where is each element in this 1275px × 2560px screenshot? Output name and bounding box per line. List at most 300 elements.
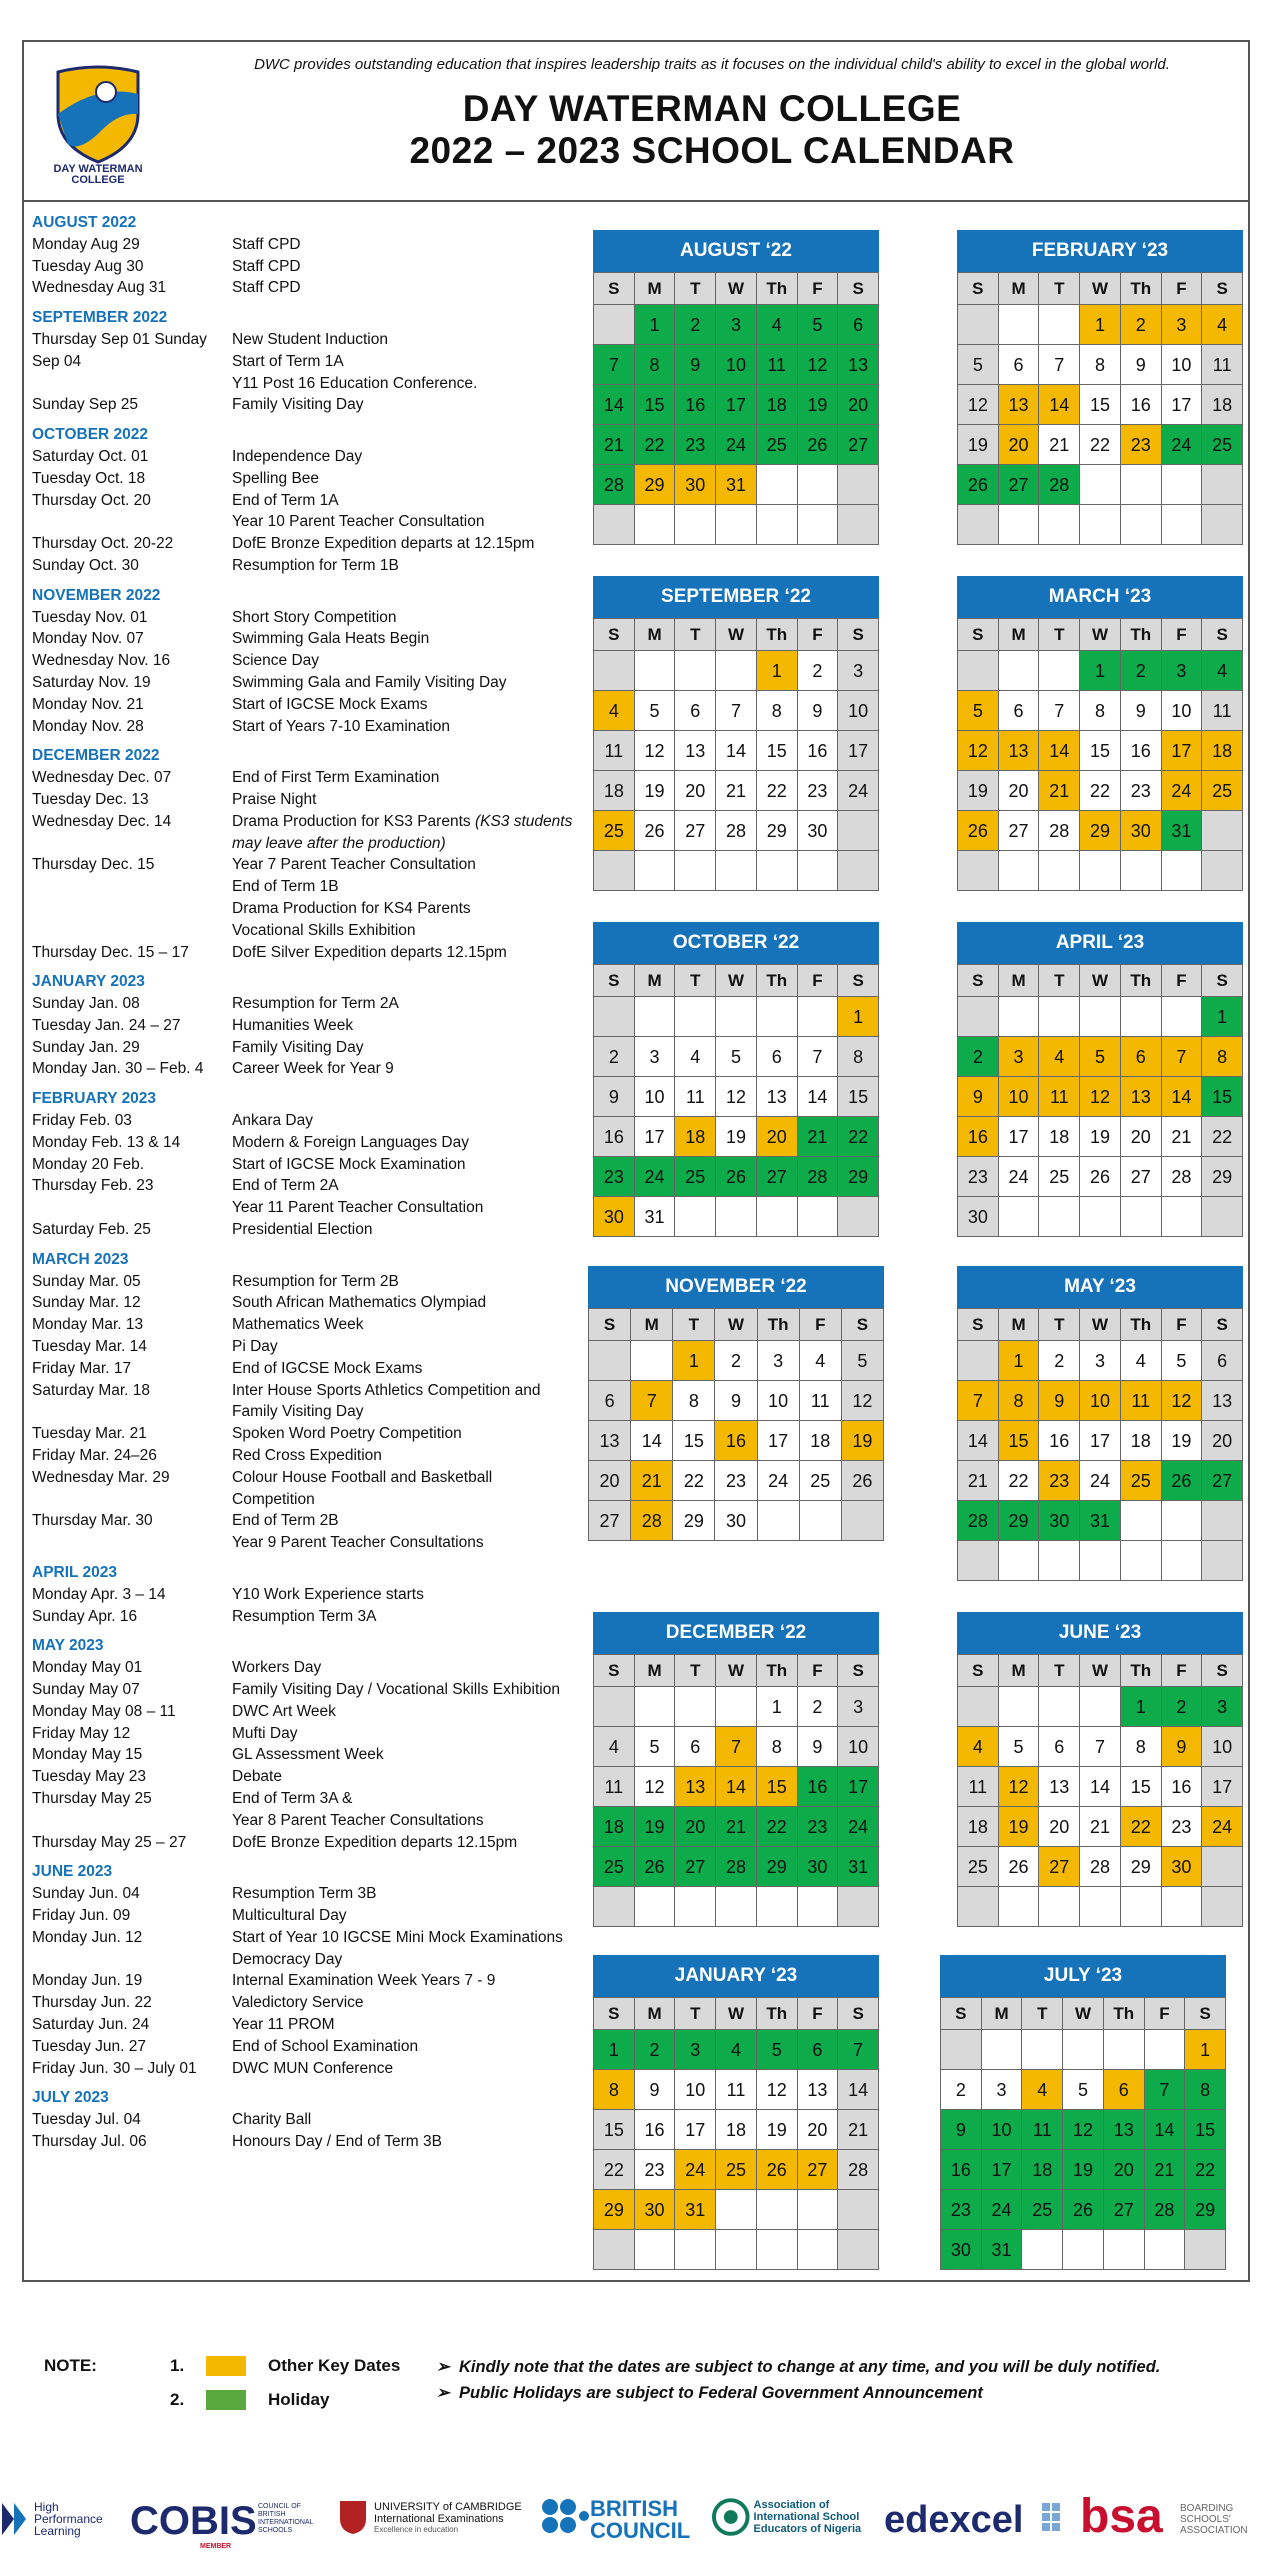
calendar-day: 4 (1202, 651, 1243, 691)
calendar-day: 27 (1121, 1157, 1162, 1197)
calendar-day: 19 (716, 1117, 757, 1157)
event-row (32, 1380, 592, 1402)
calendar-blank-cell (999, 1887, 1040, 1927)
calendar-day: 8 (673, 1381, 715, 1421)
event-text (232, 511, 592, 533)
event-date (32, 1949, 232, 1971)
calendar-month-title: OCTOBER ‘22 (593, 922, 879, 964)
calendar-blank-cell (1039, 997, 1080, 1037)
event-text-main: Vocational Skills Exhibition (232, 921, 416, 939)
calendar-day: 17 (1162, 731, 1203, 771)
event-text (232, 1744, 592, 1766)
calendar-blank-cell (798, 465, 839, 505)
event-row (32, 1489, 592, 1511)
calendar-day: 22 (838, 1117, 879, 1157)
calendar-day: 24 (758, 1461, 800, 1501)
calendar-day: 11 (1121, 1381, 1162, 1421)
calendar-day: 28 (1039, 465, 1080, 505)
weekday-header: M (635, 1655, 676, 1687)
legend-swatch-green (206, 2390, 246, 2410)
calendar-blank-cell (798, 2190, 839, 2230)
event-date: Monday May 15 (32, 1746, 143, 1764)
weekday-header: W (1080, 965, 1121, 997)
calendar-day: 31 (716, 465, 757, 505)
event-text-main: Red Cross Expedition (232, 1447, 382, 1465)
aisen-logo (712, 2495, 882, 2539)
weekday-header: Th (1104, 1998, 1145, 2030)
calendar-day: 10 (1162, 345, 1203, 385)
calendar-blank-cell (635, 1887, 676, 1927)
event-month-heading: AUGUST 2022 (32, 214, 137, 231)
weekday-header: M (635, 1998, 676, 2030)
calendar-day: 2 (941, 2070, 982, 2110)
event-month-block (32, 1635, 592, 1853)
weekday-header: S (941, 1998, 982, 2030)
calendar-blank-cell (999, 651, 1040, 691)
calendar-day: 28 (798, 1157, 839, 1197)
calendar-day: 12 (842, 1381, 884, 1421)
calendar-blank-cell (838, 465, 879, 505)
calendar-day: 16 (594, 1117, 635, 1157)
calendar-day: 30 (635, 2190, 676, 2230)
calendar-day: 7 (798, 1037, 839, 1077)
calendar-day: 14 (594, 385, 635, 425)
calendar-day: 8 (757, 691, 798, 731)
month-calendar (957, 230, 1243, 545)
calendar-blank-cell (958, 305, 999, 345)
calendar-day: 12 (635, 1767, 676, 1807)
calendar-day: 1 (594, 2030, 635, 2070)
calendar-day: 2 (958, 1037, 999, 1077)
calendar-day: 27 (1202, 1461, 1243, 1501)
event-text (232, 1292, 592, 1314)
calendar-blank-cell (1202, 1501, 1243, 1541)
calendar-day: 31 (982, 2230, 1023, 2270)
calendar-day: 23 (715, 1461, 757, 1501)
event-text-main: Year 8 Parent Teacher Consultations (232, 1811, 484, 1829)
calendar-day: 12 (958, 731, 999, 771)
calendar-day: 29 (757, 1847, 798, 1887)
calendar-month-title: MARCH ‘23 (957, 576, 1243, 618)
calendar-day: 17 (635, 1117, 676, 1157)
calendar-day: 2 (1121, 305, 1162, 345)
calendar-day: 14 (631, 1421, 673, 1461)
event-row (32, 1970, 592, 1992)
calendar-day: 26 (958, 465, 999, 505)
event-text (232, 1883, 592, 1905)
calendar-day: 27 (675, 1847, 716, 1887)
calendar-day: 11 (1202, 345, 1243, 385)
calendar-blank-cell (1162, 1887, 1203, 1927)
event-text (232, 2014, 592, 2036)
event-row (32, 1766, 592, 1788)
calendar-month-title: FEBRUARY ‘23 (957, 230, 1243, 272)
calendar-day: 8 (1080, 345, 1121, 385)
calendar-day: 29 (635, 465, 676, 505)
calendar-day: 15 (1121, 1767, 1162, 1807)
calendar-day: 14 (1080, 1767, 1121, 1807)
event-row (32, 1723, 592, 1745)
calendar-day: 22 (1121, 1807, 1162, 1847)
calendar-day: 17 (716, 385, 757, 425)
calendar-day: 15 (1080, 385, 1121, 425)
event-date: Tuesday Oct. 18 (32, 469, 146, 487)
event-date: Thursday Jul. 06 (32, 2132, 147, 2150)
event-text (232, 2036, 592, 2058)
event-text-main: End of Term 2B (232, 1512, 339, 1530)
calendar-blank-cell (757, 2230, 798, 2270)
calendar-blank-cell (798, 505, 839, 545)
legend-num: 1. (170, 2356, 185, 2375)
calendar-day: 29 (1121, 1847, 1162, 1887)
cobis-subtext: COUNCIL OF BRITISH INTERNATIONAL SCHOOLS (258, 2503, 314, 2534)
calendar-grid (957, 1308, 1243, 1581)
calendar-grid (593, 272, 879, 545)
calendar-day: 14 (838, 2070, 879, 2110)
weekday-header: T (1039, 1309, 1080, 1341)
calendar-day: 27 (1104, 2190, 1145, 2230)
calendar-day: 15 (1185, 2110, 1226, 2150)
event-text-main: Modern & Foreign Languages Day (232, 1133, 469, 1151)
calendar-day: 24 (1202, 1807, 1243, 1847)
calendar-blank-cell (1162, 997, 1203, 1037)
event-date: Sunday Jan. 08 (32, 995, 140, 1013)
event-date: Friday Mar. 24–26 (32, 1447, 157, 1465)
weekday-header: F (1162, 1309, 1203, 1341)
calendar-blank-cell (589, 1341, 631, 1381)
calendar-day: 14 (1039, 385, 1080, 425)
notice-text: Public Holidays are subject to Federal Government Announcement (459, 2384, 983, 2402)
calendar-day: 12 (716, 1077, 757, 1117)
event-text-main: Staff CPD (232, 279, 301, 297)
calendar-day: 4 (800, 1341, 842, 1381)
event-text-main: Drama Production for KS4 Parents (232, 899, 471, 917)
event-text-main: DofE Silver Expedition departs 12.15pm (232, 943, 507, 961)
weekday-header: T (675, 273, 716, 305)
event-text-main: DWC MUN Conference (232, 2059, 394, 2077)
event-text-main: Family Visiting Day (232, 396, 364, 414)
event-text-main: End of Term 3A & (232, 1789, 353, 1807)
calendar-blank-cell (594, 2230, 635, 2270)
event-month-block (32, 1088, 592, 1241)
calendar-day: 23 (594, 1157, 635, 1197)
calendar-blank-cell (757, 851, 798, 891)
calendar-day: 19 (757, 2110, 798, 2150)
cobis-member: MEMBER (200, 2543, 232, 2550)
calendar-day: 23 (798, 771, 839, 811)
event-text (232, 1197, 592, 1219)
event-month-heading: MARCH 2023 (32, 1250, 129, 1268)
calendar-blank-cell (999, 1197, 1040, 1237)
calendar-day: 6 (999, 691, 1040, 731)
event-date: Monday 20 Feb. (32, 1155, 145, 1173)
weekday-header: Th (1121, 965, 1162, 997)
calendar-day: 13 (589, 1421, 631, 1461)
calendar-day: 10 (838, 1727, 879, 1767)
calendar-day: 1 (1080, 651, 1121, 691)
event-text-main: Drama Production for KS3 Parents (232, 812, 471, 830)
calendar-day: 16 (798, 1767, 839, 1807)
calendar-day: 9 (594, 1077, 635, 1117)
calendar-blank-cell (1063, 2030, 1104, 2070)
event-row (32, 1037, 592, 1059)
event-date: Wednesday Nov. 16 (32, 652, 171, 670)
calendar-day: 23 (958, 1157, 999, 1197)
event-text-main: Workers Day (232, 1659, 322, 1677)
event-date: Tuesday Nov. 01 (32, 608, 148, 626)
note-label: NOTE: (44, 2356, 97, 2375)
calendar-day: 11 (594, 1767, 635, 1807)
logo-text: DAY WATERMAN COLLEGE (53, 163, 143, 186)
calendar-day: 13 (757, 1077, 798, 1117)
calendar-day: 31 (1162, 811, 1203, 851)
weekday-header: T (1039, 273, 1080, 305)
weekday-header: F (798, 1998, 839, 2030)
weekday-header: W (715, 1309, 757, 1341)
calendar-blank-cell (716, 2230, 757, 2270)
event-text (232, 1154, 592, 1176)
event-date (32, 1532, 232, 1554)
event-row (32, 2036, 592, 2058)
event-text (232, 555, 592, 577)
event-row (32, 511, 592, 533)
calendar-blank-cell (594, 651, 635, 691)
month-calendar (957, 576, 1243, 891)
weekday-header: W (716, 965, 757, 997)
month-calendar (593, 1955, 879, 2270)
event-text (232, 694, 592, 716)
event-text-main: Democracy Day (232, 1950, 343, 1968)
event-text-main: Swimming Gala and Family Visiting Day (232, 673, 507, 691)
calendar-day: 4 (716, 2030, 757, 2070)
event-row (32, 394, 592, 416)
event-text-main: Colour House Football and Basketball (232, 1468, 493, 1486)
weekday-header: Th (757, 1655, 798, 1687)
event-date: Friday Jun. 30 – July 01 (32, 2059, 197, 2077)
weekday-header: F (1162, 273, 1203, 305)
calendar-day: 19 (958, 771, 999, 811)
event-row (32, 1532, 592, 1554)
calendar-day: 23 (1121, 771, 1162, 811)
calendar-day: 27 (838, 425, 879, 465)
event-text (232, 234, 592, 256)
event-row (32, 811, 592, 833)
event-month-heading: APRIL 2023 (32, 1564, 118, 1582)
calendar-day: 6 (757, 1037, 798, 1077)
calendar-day: 10 (758, 1381, 800, 1421)
event-text (232, 446, 592, 468)
calendar-blank-cell (958, 1541, 999, 1581)
calendar-day: 7 (838, 2030, 879, 2070)
calendar-day: 8 (1121, 1727, 1162, 1767)
calendar-blank-cell (594, 997, 635, 1037)
calendar-day: 6 (1104, 2070, 1145, 2110)
calendar-day: 9 (958, 1077, 999, 1117)
calendar-day: 18 (1039, 1117, 1080, 1157)
event-month-heading: MAY 2023 (32, 1637, 104, 1655)
calendar-day: 9 (715, 1381, 757, 1421)
event-text (232, 854, 592, 876)
event-text (232, 607, 592, 629)
events-list (32, 212, 592, 2161)
event-row (32, 854, 592, 876)
event-date: Saturday Jun. 24 (32, 2015, 150, 2033)
calendar-day: 16 (941, 2150, 982, 2190)
event-text-main: End of School Examination (232, 2037, 419, 2055)
event-date (32, 511, 232, 533)
calendar-blank-cell (999, 1687, 1040, 1727)
calendar-day: 25 (958, 1847, 999, 1887)
calendar-day: 25 (716, 2150, 757, 2190)
calendar-blank-cell (958, 1687, 999, 1727)
calendar-blank-cell (1121, 1887, 1162, 1927)
event-text (232, 2131, 592, 2153)
event-date (32, 1401, 232, 1423)
event-date: Monday Jan. 30 – Feb. 4 (32, 1060, 204, 1078)
calendar-day: 29 (594, 2190, 635, 2230)
event-date: Monday Apr. 3 – 14 (32, 1585, 166, 1603)
month-calendar (588, 1266, 884, 1541)
calendar-day: 27 (999, 811, 1040, 851)
month-calendar (957, 1612, 1243, 1927)
calendar-day: 3 (635, 1037, 676, 1077)
aisen-text: Association of International School Educators of Nigeria (753, 2499, 862, 2535)
calendar-month-title: MAY ‘23 (957, 1266, 1243, 1308)
calendar-day: 21 (631, 1461, 673, 1501)
event-text-main: DofE Bronze Expedition departs 12.15pm (232, 1833, 518, 1851)
calendar-day: 26 (798, 425, 839, 465)
weekday-header: T (1022, 1998, 1063, 2030)
event-date: Friday May 12 (32, 1724, 131, 1742)
calendar-day: 4 (594, 1727, 635, 1767)
event-text (232, 2058, 592, 2080)
event-row (32, 234, 592, 256)
event-row (32, 277, 592, 299)
event-row (32, 993, 592, 1015)
calendar-day: 13 (798, 2070, 839, 2110)
calendar-blank-cell (838, 851, 879, 891)
calendar-day: 4 (958, 1727, 999, 1767)
event-text (232, 1970, 592, 1992)
calendar-day: 5 (958, 691, 999, 731)
event-text-main: DWC Art Week (232, 1702, 336, 1720)
event-text-main: Independence Day (232, 447, 363, 465)
calendar-day: 18 (1022, 2150, 1063, 2190)
calendar-blank-cell (1202, 811, 1243, 851)
calendar-day: 7 (716, 1727, 757, 1767)
calendar-day: 16 (1162, 1767, 1203, 1807)
calendar-day: 17 (758, 1421, 800, 1461)
event-date: Tuesday Mar. 21 (32, 1425, 147, 1443)
weekday-header: S (1185, 1998, 1226, 2030)
event-row (32, 650, 592, 672)
event-text (232, 1467, 592, 1489)
calendar-day: 17 (1080, 1421, 1121, 1461)
calendar-day: 15 (999, 1421, 1040, 1461)
calendar-day: 25 (675, 1157, 716, 1197)
event-text (232, 1810, 592, 1832)
weekday-header: S (838, 1998, 879, 2030)
weekday-header: F (798, 1655, 839, 1687)
calendar-blank-cell (1162, 1501, 1203, 1541)
calendar-day: 11 (800, 1381, 842, 1421)
calendar-day: 5 (1162, 1341, 1203, 1381)
event-text-main: Debate (232, 1768, 282, 1786)
calendar-day: 24 (635, 1157, 676, 1197)
cobis-logo (130, 2493, 330, 2549)
calendar-day: 21 (1039, 771, 1080, 811)
notice-text: Kindly note that the dates are subject to change at any time, and you will be duly notified. (459, 2358, 1161, 2376)
event-date: Thursday Dec. 15 – 17 (32, 943, 189, 961)
event-date: Wednesday Dec. 14 (32, 812, 172, 830)
event-text (232, 1832, 592, 1854)
calendar-day: 15 (1202, 1077, 1243, 1117)
calendar-grid (593, 964, 879, 1237)
calendar-day: 20 (838, 385, 879, 425)
event-text (232, 920, 592, 942)
event-text-main: Year 9 Parent Teacher Consultations (232, 1534, 484, 1552)
calendar-blank-cell (675, 505, 716, 545)
calendar-blank-cell (1121, 1541, 1162, 1581)
calendar-blank-cell (1162, 465, 1203, 505)
weekday-header: W (716, 619, 757, 651)
weekday-header: F (800, 1309, 842, 1341)
event-text-main: Year 7 Parent Teacher Consultation (232, 856, 476, 874)
calendar-day: 26 (958, 811, 999, 851)
event-note: (KS3 students (474, 812, 573, 830)
notice-change: ➢ Kindly note that the dates are subject to change at any time, and you will be duly notified. (436, 2358, 1161, 2376)
calendar-grid (957, 618, 1243, 891)
calendar-blank-cell (798, 2230, 839, 2270)
calendar-day: 31 (635, 1197, 676, 1237)
event-date: Tuesday Mar. 14 (32, 1338, 147, 1356)
event-row (32, 1832, 592, 1854)
calendar-day: 4 (1202, 305, 1243, 345)
event-month-heading: FEBRUARY 2023 (32, 1090, 157, 1108)
event-date: Thursday May 25 (32, 1789, 152, 1807)
calendar-day: 28 (1039, 811, 1080, 851)
event-text (232, 1219, 592, 1241)
cambridge-tagline: Excellence in education (374, 2524, 459, 2534)
event-row (32, 767, 592, 789)
calendar-blank-cell (675, 2230, 716, 2270)
calendar-day: 11 (1202, 691, 1243, 731)
event-text (232, 1314, 592, 1336)
calendar-grid (593, 1654, 879, 1927)
event-row (32, 1197, 592, 1219)
event-text (232, 1584, 592, 1606)
event-row (32, 1154, 592, 1176)
calendar-day: 10 (982, 2110, 1023, 2150)
calendar-day: 5 (635, 1727, 676, 1767)
weekday-header: S (594, 1655, 635, 1687)
event-text-main: Charity Ball (232, 2111, 312, 2129)
event-date: Monday Jun. 12 (32, 1928, 143, 1946)
calendar-day: 22 (1185, 2150, 1226, 2190)
event-text (232, 1037, 592, 1059)
calendar-blank-cell (798, 851, 839, 891)
calendar-day: 20 (757, 1117, 798, 1157)
calendar-blank-cell (1022, 2030, 1063, 2070)
calendar-blank-cell (1039, 1687, 1080, 1727)
event-text-main: New Student Induction (232, 330, 388, 348)
event-text-main: End of Term 1B (232, 878, 339, 896)
calendar-day: 16 (715, 1421, 757, 1461)
weekday-header: M (999, 1655, 1040, 1687)
calendar-day: 14 (1145, 2110, 1186, 2150)
calendar-day: 5 (1063, 2070, 1104, 2110)
event-date: Monday Nov. 28 (32, 717, 144, 735)
